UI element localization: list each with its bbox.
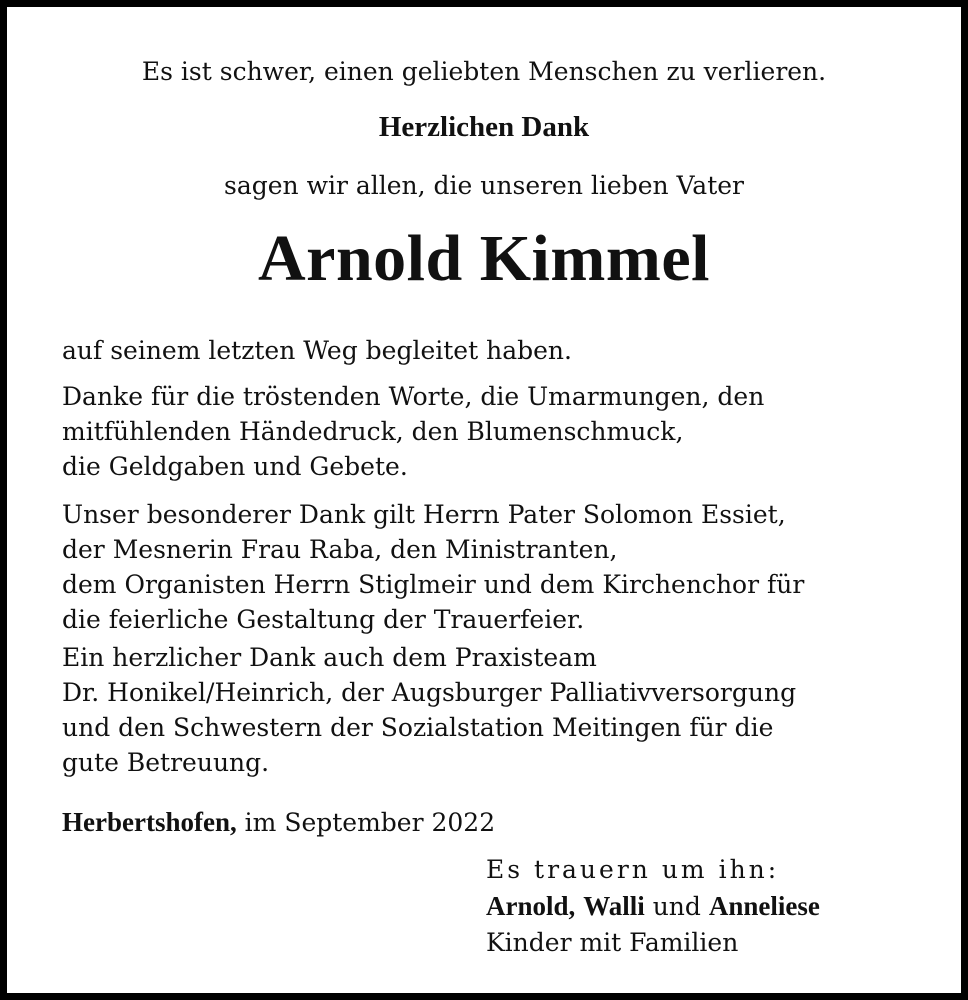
- paragraph-3: [62, 497, 804, 637]
- paragraph-line: und den Schwestern der Sozialstation Meitingen für die: [62, 713, 774, 742]
- mourners-block: [486, 852, 820, 961]
- paragraph-line: Danke für die tröstenden Worte, die Umarmungen, den: [62, 382, 765, 411]
- lead-line: sagen wir allen, die unseren lieben Vater: [223, 171, 744, 200]
- paragraph-line: Dr. Honikel/Heinrich, der Augsburger Palliativversorgung: [62, 678, 797, 707]
- paragraph-line: die Geldgaben und Gebete.: [62, 452, 408, 481]
- mourner-name: Anneliese: [708, 891, 820, 921]
- mourners-intro: Es trauern um ihn:: [486, 855, 780, 884]
- and-word: und: [652, 892, 701, 921]
- place: Herbertshofen,: [62, 807, 237, 837]
- paragraph-line: Unser besonderer Dank gilt Herrn Pater Solomon Essiet,: [62, 500, 786, 529]
- heading: Herzlichen Dank: [378, 111, 590, 143]
- mourners-names: [486, 888, 820, 925]
- paragraph-line: die feierliche Gestaltung der Trauerfeier.: [62, 605, 585, 634]
- place-date-line: [62, 807, 495, 838]
- paragraph-line: dem Organisten Herrn Stiglmeir und dem Kirchenchor für: [62, 570, 805, 599]
- paragraph-4: [62, 640, 796, 780]
- paragraph-1: [62, 333, 572, 368]
- paragraph-line: gute Betreuung.: [62, 748, 270, 777]
- intro-line: Es ist schwer, einen geliebten Menschen zu verlieren.: [141, 57, 827, 86]
- paragraph-2: [62, 379, 764, 484]
- mourner-name: Arnold,: [486, 891, 576, 921]
- mourner-name: Walli: [583, 891, 645, 921]
- paragraph-line: mitfühlenden Händedruck, den Blumenschmuck,: [62, 417, 684, 446]
- paragraph-line: der Mesnerin Frau Raba, den Ministranten,: [62, 535, 618, 564]
- family-note: Kinder mit Familien: [486, 928, 739, 957]
- paragraph-line: auf seinem letzten Weg begleitet haben.: [62, 336, 572, 365]
- paragraph-line: Ein herzlicher Dank auch dem Praxisteam: [62, 643, 597, 672]
- date: im September 2022: [244, 808, 496, 837]
- deceased-name: Arnold Kimmel: [258, 222, 710, 295]
